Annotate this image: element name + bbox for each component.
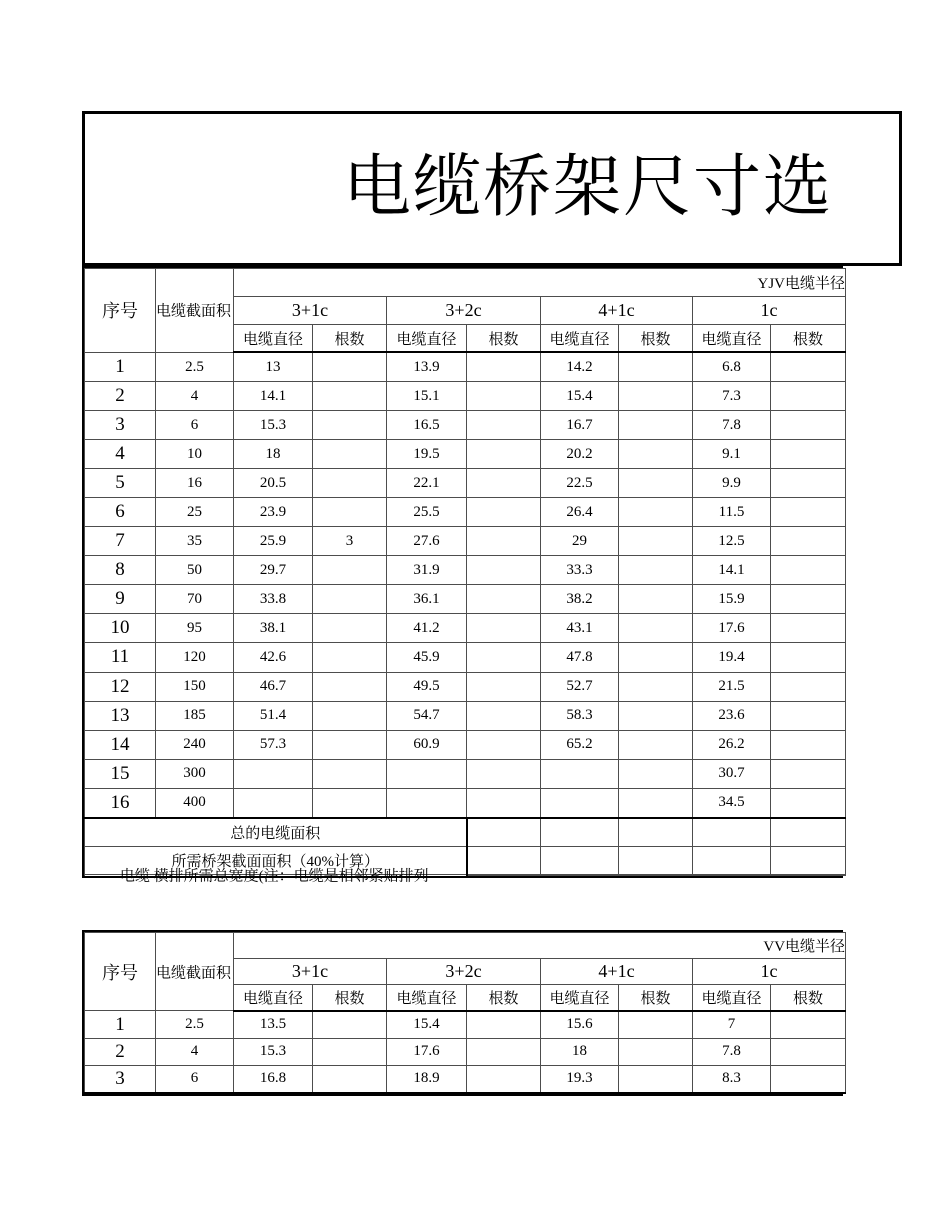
cell-diameter-3p1c[interactable]: 15.3 xyxy=(234,1038,313,1065)
header-group-4p1c: 4+1c xyxy=(541,958,693,984)
cell-count-3p2c[interactable] xyxy=(467,643,541,672)
cell-seq[interactable]: 12 xyxy=(85,672,156,701)
header-count-3: 根数 xyxy=(619,984,693,1011)
cell-diameter-3p1c[interactable] xyxy=(234,759,313,788)
cell-diameter-3p2c[interactable]: 54.7 xyxy=(387,701,467,730)
cell-seq[interactable]: 4 xyxy=(85,440,156,469)
cell-count-3p2c[interactable] xyxy=(467,672,541,701)
header-group-1c: 1c xyxy=(693,958,846,984)
vv-cable-table xyxy=(82,930,846,1096)
cell-seq[interactable]: 14 xyxy=(85,730,156,759)
cell-diameter-4p1c[interactable]: 18 xyxy=(541,1038,619,1065)
cell-count-3p1c[interactable]: 3 xyxy=(313,527,387,556)
table-row[interactable] xyxy=(85,672,846,701)
summary-value-1[interactable] xyxy=(467,846,541,874)
cell-count-1c[interactable] xyxy=(771,498,846,527)
header-count-2: 根数 xyxy=(467,984,541,1011)
cell-area[interactable]: 16 xyxy=(156,469,234,498)
table-row[interactable] xyxy=(85,701,846,730)
cell-seq[interactable]: 15 xyxy=(85,759,156,788)
cell-count-1c[interactable] xyxy=(771,527,846,556)
cell-count-3p1c[interactable] xyxy=(313,1065,387,1093)
summary-value-3[interactable] xyxy=(619,846,693,874)
vv-table-grid xyxy=(84,932,846,1094)
header-group-3p1c: 3+1c xyxy=(234,296,387,324)
cell-seq[interactable]: 16 xyxy=(85,788,156,818)
summary-value-1[interactable] xyxy=(467,818,541,846)
cell-count-1c[interactable] xyxy=(771,382,846,411)
cell-area[interactable]: 300 xyxy=(156,759,234,788)
cell-diameter-1c[interactable]: 7.8 xyxy=(693,411,771,440)
cell-count-3p2c[interactable] xyxy=(467,411,541,440)
cell-diameter-1c[interactable]: 26.2 xyxy=(693,730,771,759)
cell-diameter-3p1c[interactable]: 25.9 xyxy=(234,527,313,556)
cell-count-1c[interactable] xyxy=(771,1038,846,1065)
cell-count-1c[interactable] xyxy=(771,352,846,381)
cell-count-3p2c[interactable] xyxy=(467,585,541,614)
cell-diameter-3p1c[interactable]: 42.6 xyxy=(234,643,313,672)
summary-value-2[interactable] xyxy=(541,846,619,874)
header-group-3p2c: 3+2c xyxy=(387,958,541,984)
cell-diameter-4p1c[interactable]: 43.1 xyxy=(541,614,619,643)
cell-diameter-1c[interactable]: 17.6 xyxy=(693,614,771,643)
cell-area[interactable]: 4 xyxy=(156,382,234,411)
summary-value-2[interactable] xyxy=(541,874,619,875)
cell-area[interactable]: 2.5 xyxy=(156,1011,234,1038)
cell-diameter-3p2c[interactable]: 25.5 xyxy=(387,498,467,527)
cell-area[interactable]: 35 xyxy=(156,527,234,556)
cell-count-4p1c[interactable] xyxy=(619,788,693,818)
cell-diameter-3p2c[interactable] xyxy=(387,759,467,788)
cell-count-3p2c[interactable] xyxy=(467,469,541,498)
header-count-3: 根数 xyxy=(619,324,693,352)
cell-count-4p1c[interactable] xyxy=(619,556,693,585)
table-row[interactable] xyxy=(85,759,846,788)
table-row[interactable] xyxy=(85,1011,846,1038)
cell-count-3p1c[interactable] xyxy=(313,556,387,585)
cell-count-4p1c[interactable] xyxy=(619,614,693,643)
cell-diameter-3p2c[interactable]: 22.1 xyxy=(387,469,467,498)
cell-area[interactable]: 10 xyxy=(156,440,234,469)
cell-count-3p2c[interactable] xyxy=(467,730,541,759)
cell-count-1c[interactable] xyxy=(771,788,846,818)
cell-count-4p1c[interactable] xyxy=(619,643,693,672)
cell-diameter-3p2c[interactable] xyxy=(387,788,467,818)
header-count-4: 根数 xyxy=(771,984,846,1011)
cell-count-3p2c[interactable] xyxy=(467,1065,541,1093)
cell-count-1c[interactable] xyxy=(771,469,846,498)
cell-diameter-1c[interactable]: 21.5 xyxy=(693,672,771,701)
cell-diameter-3p2c[interactable]: 15.1 xyxy=(387,382,467,411)
cell-count-1c[interactable] xyxy=(771,1065,846,1093)
table-row[interactable] xyxy=(85,469,846,498)
table-row[interactable] xyxy=(85,411,846,440)
cell-diameter-4p1c[interactable]: 29 xyxy=(541,527,619,556)
cell-seq[interactable]: 6 xyxy=(85,498,156,527)
cell-count-3p2c[interactable] xyxy=(467,382,541,411)
cell-count-4p1c[interactable] xyxy=(619,382,693,411)
cell-area[interactable]: 6 xyxy=(156,411,234,440)
cell-count-3p2c[interactable] xyxy=(467,352,541,381)
cell-diameter-1c[interactable]: 7.3 xyxy=(693,382,771,411)
cell-count-3p1c[interactable] xyxy=(313,614,387,643)
cell-seq[interactable]: 9 xyxy=(85,585,156,614)
cell-count-3p1c[interactable] xyxy=(313,1038,387,1065)
cell-diameter-3p2c[interactable]: 60.9 xyxy=(387,730,467,759)
summary-value-4[interactable] xyxy=(693,846,771,874)
cell-diameter-1c[interactable]: 12.5 xyxy=(693,527,771,556)
yjv-cable-table xyxy=(82,266,846,885)
cell-count-1c[interactable] xyxy=(771,440,846,469)
cell-count-4p1c[interactable] xyxy=(619,672,693,701)
summary-label-total-area: 总的电缆面积 xyxy=(85,818,467,846)
cell-count-3p2c[interactable] xyxy=(467,1011,541,1038)
cell-diameter-4p1c[interactable] xyxy=(541,759,619,788)
header-diameter-4: 电缆直径 xyxy=(693,984,771,1011)
cell-count-3p2c[interactable] xyxy=(467,498,541,527)
cell-count-3p1c[interactable] xyxy=(313,469,387,498)
cell-diameter-3p2c[interactable]: 45.9 xyxy=(387,643,467,672)
cell-diameter-3p1c[interactable]: 13.5 xyxy=(234,1011,313,1038)
cell-diameter-1c[interactable]: 7.8 xyxy=(693,1038,771,1065)
cell-diameter-4p1c[interactable]: 38.2 xyxy=(541,585,619,614)
header-count-4: 根数 xyxy=(771,324,846,352)
cell-count-4p1c[interactable] xyxy=(619,411,693,440)
cell-diameter-1c[interactable]: 34.5 xyxy=(693,788,771,818)
cell-area[interactable]: 185 xyxy=(156,701,234,730)
cell-area[interactable]: 6 xyxy=(156,1065,234,1093)
header-diameter-4: 电缆直径 xyxy=(693,324,771,352)
cell-seq[interactable]: 7 xyxy=(85,527,156,556)
cell-area[interactable]: 400 xyxy=(156,788,234,818)
cell-diameter-4p1c[interactable]: 47.8 xyxy=(541,643,619,672)
header-group-label: YJV电缆半径 xyxy=(234,269,846,297)
cell-diameter-1c[interactable]: 7 xyxy=(693,1011,771,1038)
cell-count-1c[interactable] xyxy=(771,730,846,759)
cell-diameter-3p2c[interactable]: 27.6 xyxy=(387,527,467,556)
table-row[interactable] xyxy=(85,1065,846,1093)
cell-area[interactable]: 2.5 xyxy=(156,352,234,381)
cell-count-1c[interactable] xyxy=(771,556,846,585)
table-row[interactable] xyxy=(85,498,846,527)
header-diameter-3: 电缆直径 xyxy=(541,984,619,1011)
cell-seq[interactable]: 13 xyxy=(85,701,156,730)
summary-value-2[interactable] xyxy=(541,818,619,846)
cell-count-3p2c[interactable] xyxy=(467,527,541,556)
cell-diameter-4p1c[interactable]: 22.5 xyxy=(541,469,619,498)
cell-diameter-3p1c[interactable]: 14.1 xyxy=(234,382,313,411)
cell-diameter-4p1c[interactable]: 58.3 xyxy=(541,701,619,730)
cell-count-3p2c[interactable] xyxy=(467,440,541,469)
cell-diameter-3p1c[interactable] xyxy=(234,788,313,818)
cell-count-1c[interactable] xyxy=(771,759,846,788)
cell-area[interactable]: 50 xyxy=(156,556,234,585)
cell-seq[interactable]: 2 xyxy=(85,382,156,411)
cell-count-4p1c[interactable] xyxy=(619,440,693,469)
cell-count-4p1c[interactable] xyxy=(619,498,693,527)
cell-diameter-1c[interactable]: 6.8 xyxy=(693,352,771,381)
cell-count-3p1c[interactable] xyxy=(313,759,387,788)
cell-diameter-4p1c[interactable]: 15.6 xyxy=(541,1011,619,1038)
cell-area[interactable]: 120 xyxy=(156,643,234,672)
cell-count-3p1c[interactable] xyxy=(313,643,387,672)
cell-seq[interactable]: 3 xyxy=(85,411,156,440)
cell-count-3p2c[interactable] xyxy=(467,556,541,585)
cell-area[interactable]: 240 xyxy=(156,730,234,759)
cell-count-3p1c[interactable] xyxy=(313,672,387,701)
cell-diameter-4p1c[interactable]: 33.3 xyxy=(541,556,619,585)
header-seq: 序号 xyxy=(85,933,156,1011)
table-row[interactable] xyxy=(85,730,846,759)
cell-count-4p1c[interactable] xyxy=(619,701,693,730)
cell-count-1c[interactable] xyxy=(771,643,846,672)
table-row[interactable] xyxy=(85,585,846,614)
cell-count-3p1c[interactable] xyxy=(313,585,387,614)
cell-diameter-3p1c[interactable]: 33.8 xyxy=(234,585,313,614)
cell-area[interactable]: 25 xyxy=(156,498,234,527)
page-title: 电缆桥架尺寸选 xyxy=(343,148,834,227)
table-row[interactable] xyxy=(85,382,846,411)
cell-count-3p1c[interactable] xyxy=(313,730,387,759)
cell-count-1c[interactable] xyxy=(771,1011,846,1038)
cell-count-4p1c[interactable] xyxy=(619,1011,693,1038)
summary-value-1[interactable] xyxy=(467,874,541,875)
cell-diameter-4p1c[interactable]: 26.4 xyxy=(541,498,619,527)
cell-diameter-3p1c[interactable]: 38.1 xyxy=(234,614,313,643)
cell-count-1c[interactable] xyxy=(771,701,846,730)
cell-diameter-3p1c[interactable]: 23.9 xyxy=(234,498,313,527)
cell-count-3p1c[interactable] xyxy=(313,382,387,411)
table-row[interactable] xyxy=(85,1038,846,1065)
cell-count-4p1c[interactable] xyxy=(619,527,693,556)
cell-diameter-3p1c[interactable]: 46.7 xyxy=(234,672,313,701)
yjv-table-grid xyxy=(84,268,846,885)
cell-diameter-1c[interactable]: 30.7 xyxy=(693,759,771,788)
cell-seq[interactable]: 3 xyxy=(85,1065,156,1093)
cell-area[interactable]: 70 xyxy=(156,585,234,614)
title-banner-cell xyxy=(82,111,902,266)
summary-value-5[interactable] xyxy=(771,846,846,874)
cell-diameter-3p1c[interactable]: 20.5 xyxy=(234,469,313,498)
header-count-1: 根数 xyxy=(313,324,387,352)
cell-seq[interactable]: 1 xyxy=(85,1011,156,1038)
table-row[interactable] xyxy=(85,614,846,643)
cell-count-1c[interactable] xyxy=(771,672,846,701)
cell-count-3p2c[interactable] xyxy=(467,701,541,730)
table-row[interactable] xyxy=(85,643,846,672)
cell-diameter-3p2c[interactable]: 41.2 xyxy=(387,614,467,643)
header-count-1: 根数 xyxy=(313,984,387,1011)
summary-row-total-width[interactable] xyxy=(85,874,846,875)
table-row[interactable] xyxy=(85,352,846,381)
cell-diameter-3p1c[interactable]: 29.7 xyxy=(234,556,313,585)
cell-diameter-3p2c[interactable]: 16.5 xyxy=(387,411,467,440)
cell-count-3p1c[interactable] xyxy=(313,498,387,527)
cell-count-3p2c[interactable] xyxy=(467,788,541,818)
cell-seq[interactable]: 2 xyxy=(85,1038,156,1065)
cell-diameter-3p2c[interactable]: 17.6 xyxy=(387,1038,467,1065)
cell-seq[interactable]: 1 xyxy=(85,352,156,381)
cell-count-1c[interactable] xyxy=(771,411,846,440)
cell-seq[interactable]: 11 xyxy=(85,643,156,672)
cell-diameter-4p1c[interactable]: 14.2 xyxy=(541,352,619,381)
cell-diameter-1c[interactable]: 11.5 xyxy=(693,498,771,527)
cell-diameter-3p2c[interactable]: 49.5 xyxy=(387,672,467,701)
summary-row-total-area[interactable] xyxy=(85,818,846,846)
table-row[interactable] xyxy=(85,527,846,556)
header-count-2: 根数 xyxy=(467,324,541,352)
cell-count-3p1c[interactable] xyxy=(313,1011,387,1038)
header-area: 电缆截面积 xyxy=(156,933,234,1011)
cell-diameter-3p1c[interactable]: 51.4 xyxy=(234,701,313,730)
summary-value-5[interactable] xyxy=(771,874,846,875)
header-diameter-1: 电缆直径 xyxy=(234,324,313,352)
cell-area[interactable]: 150 xyxy=(156,672,234,701)
cell-count-3p1c[interactable] xyxy=(313,440,387,469)
cell-count-1c[interactable] xyxy=(771,614,846,643)
header-group-label: VV电缆半径 xyxy=(234,933,846,959)
header-diameter-1: 电缆直径 xyxy=(234,984,313,1011)
cell-diameter-3p1c[interactable]: 15.3 xyxy=(234,411,313,440)
cell-diameter-3p2c[interactable]: 15.4 xyxy=(387,1011,467,1038)
summary-value-3[interactable] xyxy=(619,874,693,875)
summary-value-4[interactable] xyxy=(693,818,771,846)
cell-count-3p2c[interactable] xyxy=(467,1038,541,1065)
header-seq: 序号 xyxy=(85,269,156,353)
yjv-header-row-group-title xyxy=(85,269,846,297)
cell-seq[interactable]: 8 xyxy=(85,556,156,585)
header-area: 电缆截面积 xyxy=(156,269,234,353)
cell-diameter-4p1c[interactable]: 19.3 xyxy=(541,1065,619,1093)
cell-diameter-3p1c[interactable]: 18 xyxy=(234,440,313,469)
cell-diameter-1c[interactable]: 14.1 xyxy=(693,556,771,585)
cell-count-3p2c[interactable] xyxy=(467,759,541,788)
cell-diameter-3p2c[interactable]: 31.9 xyxy=(387,556,467,585)
table-row[interactable] xyxy=(85,788,846,818)
header-group-4p1c: 4+1c xyxy=(541,296,693,324)
cell-diameter-1c[interactable]: 9.9 xyxy=(693,469,771,498)
table-row[interactable] xyxy=(85,440,846,469)
cell-diameter-3p1c[interactable]: 57.3 xyxy=(234,730,313,759)
cell-seq[interactable]: 10 xyxy=(85,614,156,643)
cell-diameter-3p1c[interactable]: 13 xyxy=(234,352,313,381)
cell-count-4p1c[interactable] xyxy=(619,1038,693,1065)
cell-diameter-1c[interactable]: 8.3 xyxy=(693,1065,771,1093)
summary-value-4[interactable] xyxy=(693,874,771,875)
cell-diameter-4p1c[interactable]: 65.2 xyxy=(541,730,619,759)
header-diameter-3: 电缆直径 xyxy=(541,324,619,352)
summary-label-tray-area: 所需桥架截面面积（40%计算） xyxy=(85,846,467,874)
cell-count-3p1c[interactable] xyxy=(313,352,387,381)
cell-diameter-3p2c[interactable]: 18.9 xyxy=(387,1065,467,1093)
table-row[interactable] xyxy=(85,556,846,585)
cell-diameter-3p2c[interactable]: 13.9 xyxy=(387,352,467,381)
cell-count-4p1c[interactable] xyxy=(619,759,693,788)
cell-diameter-4p1c[interactable] xyxy=(541,788,619,818)
cell-count-3p2c[interactable] xyxy=(467,614,541,643)
cell-area[interactable]: 4 xyxy=(156,1038,234,1065)
cell-diameter-1c[interactable]: 15.9 xyxy=(693,585,771,614)
cell-count-1c[interactable] xyxy=(771,585,846,614)
cell-diameter-3p2c[interactable]: 19.5 xyxy=(387,440,467,469)
vv-header-row-group-title xyxy=(85,933,846,959)
header-group-1c: 1c xyxy=(693,296,846,324)
cell-area[interactable]: 95 xyxy=(156,614,234,643)
cell-diameter-4p1c[interactable]: 52.7 xyxy=(541,672,619,701)
header-diameter-2: 电缆直径 xyxy=(387,984,467,1011)
cell-diameter-4p1c[interactable]: 20.2 xyxy=(541,440,619,469)
cell-diameter-1c[interactable]: 9.1 xyxy=(693,440,771,469)
cell-count-4p1c[interactable] xyxy=(619,585,693,614)
cell-count-4p1c[interactable] xyxy=(619,352,693,381)
cell-diameter-1c[interactable]: 23.6 xyxy=(693,701,771,730)
summary-label-total-width: 电缆 横排所需总宽度(注：电缆是相邻紧贴排列 xyxy=(85,874,467,875)
cell-count-4p1c[interactable] xyxy=(619,730,693,759)
cell-count-3p1c[interactable] xyxy=(313,701,387,730)
cell-count-4p1c[interactable] xyxy=(619,469,693,498)
summary-value-3[interactable] xyxy=(619,818,693,846)
cell-diameter-3p2c[interactable]: 36.1 xyxy=(387,585,467,614)
cell-count-3p1c[interactable] xyxy=(313,788,387,818)
cell-seq[interactable]: 5 xyxy=(85,469,156,498)
summary-value-5[interactable] xyxy=(771,818,846,846)
cell-count-3p1c[interactable] xyxy=(313,411,387,440)
cell-count-4p1c[interactable] xyxy=(619,1065,693,1093)
header-group-3p2c: 3+2c xyxy=(387,296,541,324)
cell-diameter-4p1c[interactable]: 16.7 xyxy=(541,411,619,440)
cell-diameter-4p1c[interactable]: 15.4 xyxy=(541,382,619,411)
cell-diameter-3p1c[interactable]: 16.8 xyxy=(234,1065,313,1093)
cell-diameter-1c[interactable]: 19.4 xyxy=(693,643,771,672)
header-group-3p1c: 3+1c xyxy=(234,958,387,984)
header-diameter-2: 电缆直径 xyxy=(387,324,467,352)
